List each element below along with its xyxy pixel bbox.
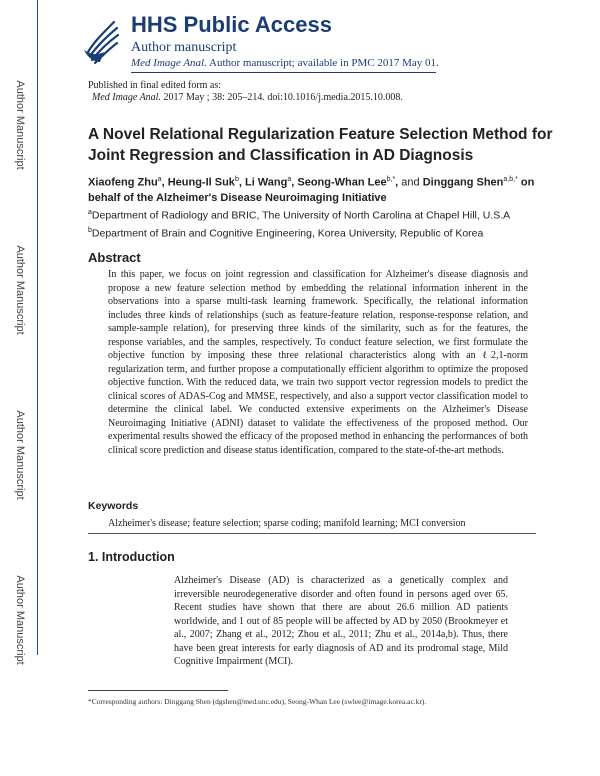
author-manuscript-subtitle: Author manuscript	[131, 40, 237, 55]
author-name: Dinggang Shen	[422, 176, 504, 189]
journal-citation	[131, 57, 439, 69]
abstract-text: In this paper, we focus on joint regression and classification for Alzheimer's disease diagnosis and propose a new feature selection method by embedding the relational information inherent in the observations into a sparse multi-task learning framework. Specifically, the relational information includes three kinds of relationships (such as feature-feature relation, response-response relation, and sample-sample relation), for preserving three kinds of the similarity, such as for the features, the response variables, and the samples, respectively. To conduct feature selection, we first formulate the objective function by imposing these three relational characteristics along with an ℓ2,1-norm regularization term, and further propose a computationally efficient algorithm to optimize the proposed objective function. With the reduced data, we train two support vector regression models to predict the clinical scores of ADAS-Cog and MMSE, respectively, and also a support vector classification model to determine the clinical label. We conducted extensive experiments on the Alzheimer's Disease Neuroimaging Initiative (ADNI) dataset to validate the effectiveness of the proposed method. Our experimental results showed the efficacy of the proposed method in enhancing the performances of both clinical score prediction and disease status identification, compared to the state-of-the-art methods.	[108, 269, 528, 456]
affiliation: $^b$Department of Brain and Cognitive Engineering, Korea University, Republic of Korea	[88, 227, 484, 240]
author-name: Li Wang	[244, 176, 288, 189]
keywords-heading: Keywords	[88, 500, 139, 512]
author-name: Xiaofeng Zhu	[88, 176, 158, 189]
paper-title: A Novel Relational Regularization Feature Selection Method for Joint Regression and Classification in AD Diagnosis	[88, 126, 553, 164]
author-affil-sup: a,b,*	[503, 176, 518, 183]
abstract-heading: Abstract	[88, 250, 141, 265]
pubinfo-journal: Med Image Anal.	[92, 92, 161, 103]
author-affil-sup: a	[287, 176, 292, 183]
keywords-text: Alzheimer's disease; feature selection; sparse coding; manifold learning; MCI conversion	[108, 518, 466, 529]
sidebar-label: Author Manuscript	[14, 80, 26, 170]
journal-name: Med Image Anal.	[131, 57, 207, 69]
publication-info	[88, 80, 403, 104]
author-behalf: behalf of the Alzheimer's Disease Neuroimaging Initiative	[88, 191, 387, 204]
author-on: on	[520, 176, 535, 189]
citation-detail: Author manuscript; available in PMC 2017 May 01.	[206, 57, 439, 69]
corresponding-author-footnote: *Corresponding authors: Dinggang Shen (dgshen@med.unc.edu), Seong-Whan Lee (swlee@image.korea.ac.kr).	[88, 697, 427, 706]
introduction-heading: 1. Introduction	[88, 550, 175, 564]
sidebar-label: Author Manuscript	[14, 410, 26, 500]
header-rule	[131, 72, 436, 73]
pubinfo-detail: 2017 May ; 38: 205–214. doi:10.1016/j.media.2015.10.008.	[160, 92, 403, 103]
pubinfo-line: Published in final edited form as:	[88, 80, 222, 91]
author-affil-sup: b	[234, 176, 239, 183]
sidebar-label: Author Manuscript	[14, 575, 26, 665]
pubinfo-citation	[88, 92, 403, 104]
author-name: Seong-Whan Lee	[297, 176, 387, 189]
author-name: Heung-Il Suk	[167, 176, 235, 189]
author-conjunction: and	[401, 176, 420, 189]
author-affil-sup: b,*	[386, 176, 396, 183]
hhs-eagle-logo-icon	[80, 12, 124, 66]
sidebar-label: Author Manuscript	[14, 245, 26, 335]
footnote-rule	[88, 690, 228, 691]
sidebar-divider	[37, 0, 38, 655]
hhs-public-access-title: HHS Public Access	[131, 12, 332, 37]
author-manuscript-sidebar	[0, 0, 40, 776]
introduction-text: Alzheimer's Disease (AD) is characterized as a genetically complex and irreversible neurodegenerative disorder and often found in persons aged over 65. Recent studies have shown that there are about 26.6 million AD patients worldwide, and 1 out of 85 people will be affected by AD by 2050 (Brookmeyer et al., 2007; Zhang et al., 2012; Zhou et al., 2011; Zhu et al., 2014a,b). Thus, there have been great interests for early diagnosis of AD and its prodromal stage, Mild Cognitive Impairment (MCI).	[174, 575, 508, 667]
author-list: Xiaofeng Zhu$^a$, Heung-Il Suk$^b$, Li Wang$^a$, Seong-Whan Lee$^{b,*}$, and Dinggang Shen$^{a,b,*}$ on behalf of the Alzheimer's Disease Neuroimaging Initiative	[88, 176, 535, 204]
keywords-rule	[88, 533, 536, 534]
affiliation: $^a$Department of Radiology and BRIC, The University of North Carolina at Chapel Hill, U.S.A	[88, 209, 511, 222]
author-affil-sup: a	[157, 176, 162, 183]
